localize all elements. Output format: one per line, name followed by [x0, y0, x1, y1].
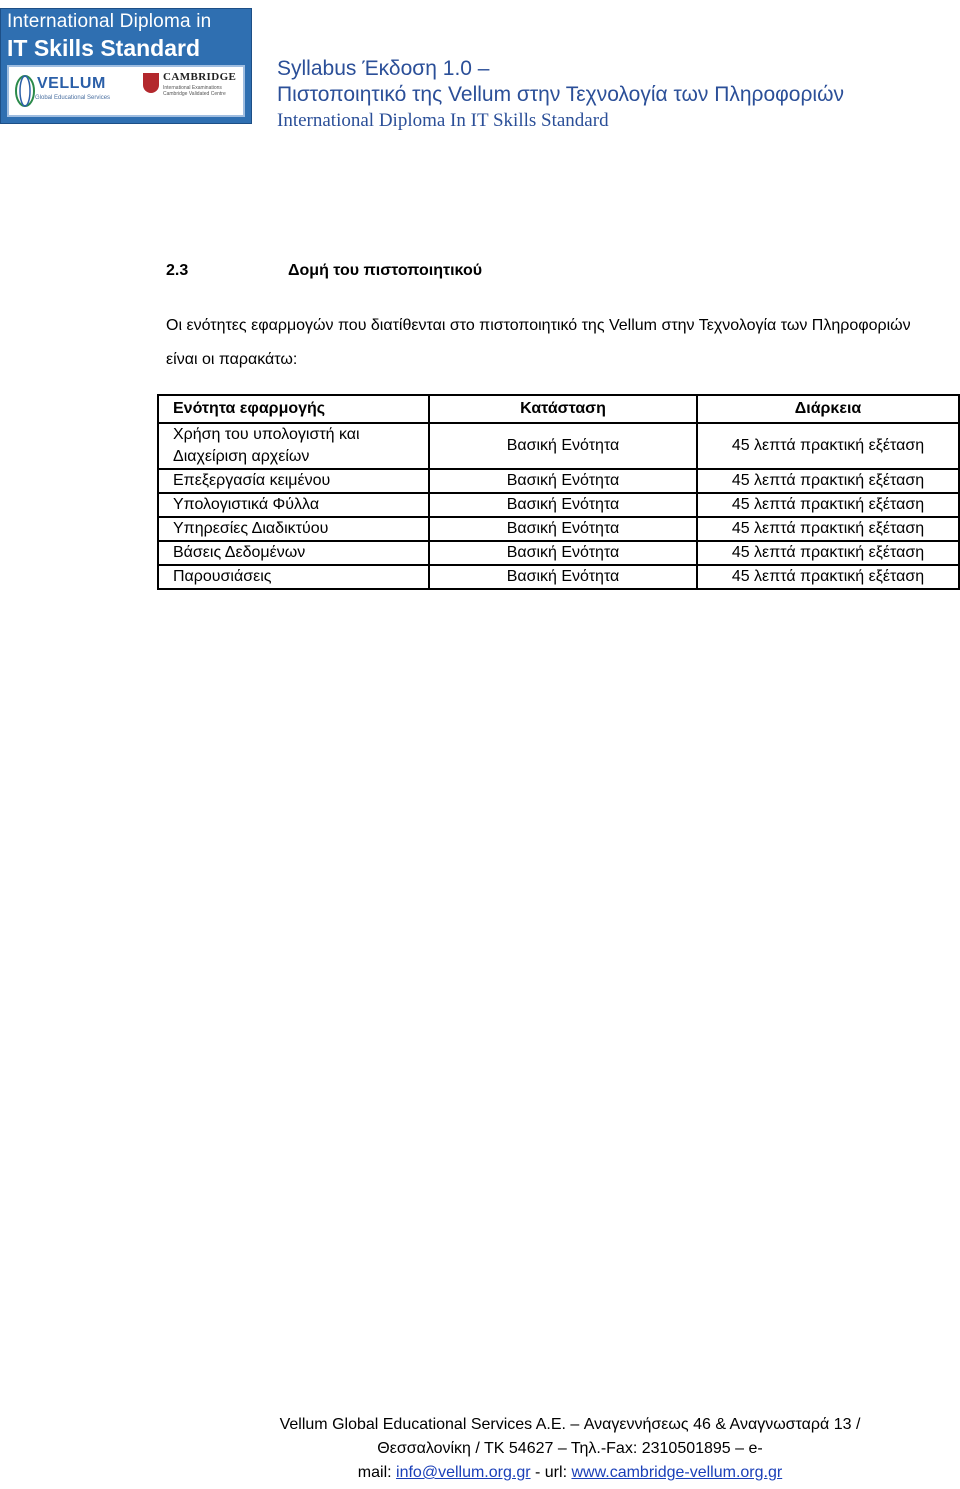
cambridge-logo [143, 71, 241, 111]
table-row [158, 541, 959, 565]
module-status: Βασική Ενότητα [429, 469, 697, 493]
column-header-status: Κατάσταση [429, 395, 697, 423]
section-intro: Οι ενότητες εφαρμογών που διατίθενται στο πιστοποιητικό της Vellum στην Τεχνολογία των Πληροφοριών είναι οι παρακάτω: [166, 317, 911, 368]
footer-address-line1: Vellum Global Educational Services A.E. – Αναγεννήσεως 46 & Αναγνωσταρά 13 / [279, 1416, 861, 1433]
module-name: Υπηρεσίες Διαδικτύου [158, 517, 429, 541]
module-duration: 45 λεπτά πρακτική εξέταση [697, 541, 959, 565]
module-duration: 45 λεπτά πρακτική εξέταση [697, 493, 959, 517]
module-duration: 45 λεπτά πρακτική εξέταση [697, 423, 959, 469]
module-status: Βασική Ενότητα [429, 493, 697, 517]
column-header-module: Ενότητα εφαρμογής [158, 395, 429, 423]
module-status: Βασική Ενότητα [429, 423, 697, 469]
section-number: 2.3 [166, 262, 189, 279]
modules-table [157, 394, 960, 590]
footer-separator: - [535, 1464, 541, 1481]
footer-email-link[interactable]: info@vellum.org.gr [396, 1464, 531, 1481]
module-duration: 45 λεπτά πρακτική εξέταση [697, 565, 959, 589]
table-row [158, 469, 959, 493]
vellum-wordmark: VELLUM [37, 75, 106, 92]
module-duration: 45 λεπτά πρακτική εξέταση [697, 517, 959, 541]
header-certificate-title: Πιστοποιητικό της Vellum στην Τεχνολογία των Πληροφοριών [277, 83, 844, 106]
table-row [158, 517, 959, 541]
module-status: Βασική Ενότητα [429, 541, 697, 565]
module-name: Χρήση του υπολογιστή και Διαχείριση αρχείων [158, 423, 429, 469]
footer-contact-line [210, 1461, 930, 1485]
table-row [158, 423, 959, 469]
module-name: Βάσεις Δεδομένων [158, 541, 429, 565]
table-header-row [158, 395, 959, 423]
module-name: Παρουσιάσεις [158, 565, 429, 589]
module-status: Βασική Ενότητα [429, 565, 697, 589]
header-diploma-name: International Diploma In IT Skills Standard [277, 110, 609, 131]
footer-address-line2: Θεσσαλονίκη / ΤΚ 54627 – Τηλ.-Fax: 2310501895 – e- [377, 1440, 763, 1457]
module-name: Επεξεργασία κειμένου [158, 469, 429, 493]
footer-website-link[interactable]: www.cambridge-vellum.org.gr [571, 1464, 783, 1481]
table-row [158, 565, 959, 589]
logo-line1: International Diploma in [7, 11, 212, 32]
vellum-subtitle: Global Educational Services [35, 95, 111, 101]
module-status: Βασική Ενότητα [429, 517, 697, 541]
vellum-swoosh-icon [15, 73, 35, 109]
table-row [158, 493, 959, 517]
cambridge-subtitle: International Examinations Cambridge Validated Centre [163, 85, 226, 97]
logo-line2: IT Skills Standard [7, 35, 200, 61]
section-heading [166, 262, 482, 280]
vellum-logo [15, 71, 137, 111]
diploma-logo [0, 8, 252, 124]
section-title: Δομή του πιστοποιητικού [288, 262, 483, 279]
cambridge-shield-icon [143, 73, 159, 93]
module-name: Υπολογιστικά Φύλλα [158, 493, 429, 517]
module-duration: 45 λεπτά πρακτική εξέταση [697, 469, 959, 493]
footer-mail-label: mail: [357, 1464, 392, 1481]
cambridge-wordmark: CAMBRIDGE [163, 71, 237, 83]
logo-badges [7, 65, 245, 117]
column-header-duration: Διάρκεια [697, 395, 959, 423]
page-footer [210, 1413, 930, 1485]
footer-url-label: url: [544, 1464, 568, 1481]
page-header [277, 56, 844, 134]
header-syllabus-version: Syllabus Έκδοση 1.0 – [277, 57, 490, 80]
